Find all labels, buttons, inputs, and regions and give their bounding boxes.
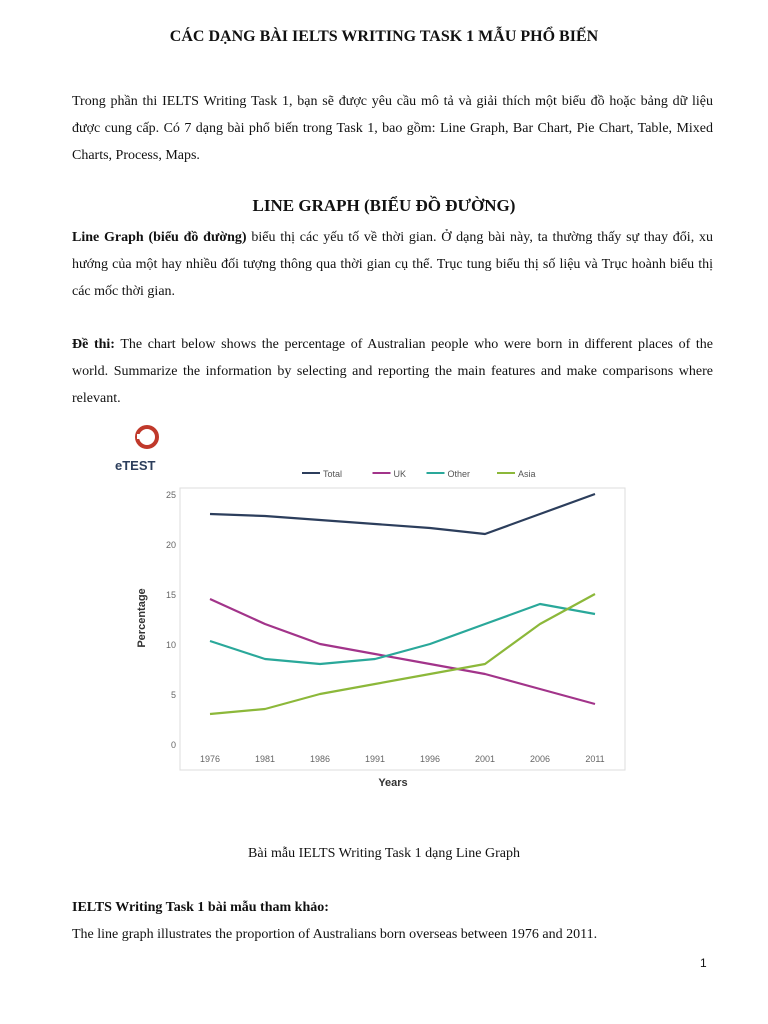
legend-label: Total <box>323 469 343 479</box>
logo-text: eTEST <box>115 458 156 473</box>
chart-legend <box>302 469 536 479</box>
y-tick-label: 15 <box>165 590 176 600</box>
x-tick-label: 1976 <box>199 754 221 764</box>
prompt-text: The chart below shows the percentage of Australian people who were born in different places of the world. Summarize the information by selecting and reporting the main features and make comparisons where relevant. <box>72 337 713 406</box>
legend-label: UK <box>393 469 407 479</box>
x-tick-label: 1981 <box>254 754 276 764</box>
intro-paragraph: Trong phần thi IELTS Writing Task 1, bạn sẽ được yêu cầu mô tả và giải thích một biểu đồ hoặc bảng dữ liệu được cung cấp. Có 7 dạng bài phổ biến trong Task 1, bao gồm: Line Graph, Bar Chart, Pie Chart, Table, Mixed Charts, Process, Maps. <box>72 94 713 163</box>
y-tick-label: 25 <box>165 490 176 500</box>
page-title: CÁC DẠNG BÀI IELTS WRITING TASK 1 MẪU PHỔ BIẾN <box>169 28 599 45</box>
y-axis-ticks <box>166 490 176 750</box>
y-tick-label: 20 <box>165 540 176 550</box>
x-tick-label: 2001 <box>474 754 496 764</box>
section-heading: LINE GRAPH (BIỂU ĐỒ ĐƯỜNG) <box>252 196 516 215</box>
x-tick-label: 2011 <box>585 754 605 764</box>
x-axis-label: Years <box>378 777 408 789</box>
sample-first-line: The line graph illustrates the proportion of Australians born overseas between 1976 and 2011. <box>72 927 598 942</box>
figure-caption: Bài mẫu IELTS Writing Task 1 dạng Line Graph <box>248 846 520 861</box>
definition-text: biểu thị các yếu tố về thời gian. Ở dạng bài này, ta thường thấy sự thay đổi, xu hướng của một hay nhiều đối tượng thông qua thời gian cụ thể. Trục tung biểu thị số liệu và Trục hoành biểu thị các mốc thời gian. <box>72 230 713 299</box>
line-chart <box>115 418 630 798</box>
y-tick-label: 0 <box>170 740 176 750</box>
plot-frame <box>180 488 625 770</box>
chart-figure <box>115 418 630 798</box>
definition-term: Line Graph (biểu đồ đường) <box>72 230 247 245</box>
x-tick-label: 1996 <box>419 754 441 764</box>
page-number: 1 <box>700 956 707 970</box>
sample-heading: IELTS Writing Task 1 bài mẫu tham khảo: <box>72 900 329 915</box>
x-tick-label: 1991 <box>364 754 386 764</box>
legend-label: Asia <box>518 469 536 479</box>
etest-logo <box>115 427 157 473</box>
logo-mark-gap <box>137 434 149 439</box>
prompt-paragraph <box>72 331 713 412</box>
y-axis-label: Percentage <box>136 588 148 648</box>
legend-label: Other <box>447 469 471 479</box>
prompt-label: Đề thi: <box>72 337 115 352</box>
definition-paragraph <box>72 224 713 305</box>
y-tick-label: 10 <box>165 640 176 650</box>
x-tick-label: 1986 <box>309 754 331 764</box>
x-tick-label: 2006 <box>529 754 551 764</box>
y-tick-label: 5 <box>170 690 176 700</box>
